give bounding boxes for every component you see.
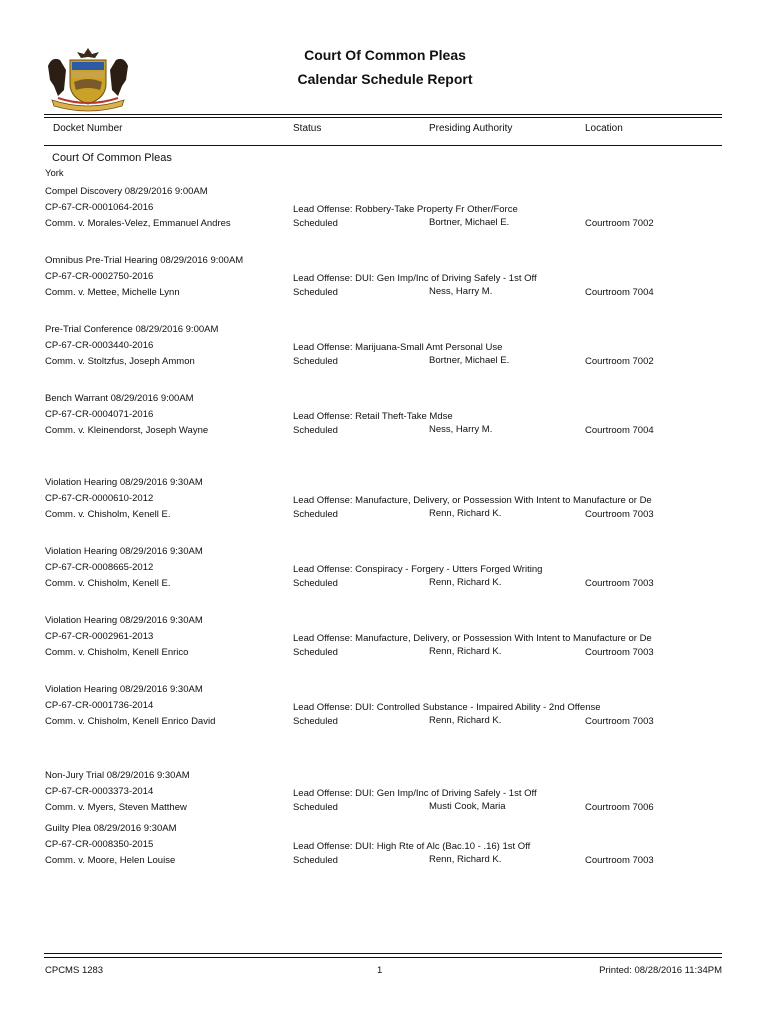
entry-lead-offense: Lead Offense: DUI: High Rte of Alc (Bac.10 - .16) 1st Off [293, 841, 531, 852]
entry-docket-number: CP-67-CR-0008350-2015 [45, 839, 154, 850]
entry-status: Scheduled [293, 855, 338, 866]
entry-presiding-authority: Ness, Harry M. [429, 424, 493, 435]
entry-docket-number: CP-67-CR-0003440-2016 [45, 340, 154, 351]
entry-docket-number: CP-67-CR-0008665-2012 [45, 562, 154, 573]
entry-docket-number: CP-67-CR-0004071-2016 [45, 409, 154, 420]
entry-location: Courtroom 7002 [585, 218, 654, 229]
entry-location: Courtroom 7004 [585, 287, 654, 298]
entry-docket-number: CP-67-CR-0001064-2016 [45, 202, 154, 213]
entry-docket-number: CP-67-CR-0002961-2013 [45, 631, 154, 642]
column-header-location: Location [585, 123, 623, 134]
entry-docket-number: CP-67-CR-0001736-2014 [45, 700, 154, 711]
entry-status: Scheduled [293, 509, 338, 520]
entry-docket-number: CP-67-CR-0003373-2014 [45, 786, 154, 797]
entry-event: Violation Hearing 08/29/2016 9:30AM [45, 477, 203, 488]
header-rule-top [44, 114, 722, 115]
entry-location: Courtroom 7004 [585, 425, 654, 436]
entry-event: Violation Hearing 08/29/2016 9:30AM [45, 684, 203, 695]
entry-parties: Comm. v. Mettee, Michelle Lynn [45, 287, 180, 298]
entry-event: Omnibus Pre-Trial Hearing 08/29/2016 9:00AM [45, 255, 244, 266]
entry-docket-number: CP-67-CR-0002750-2016 [45, 271, 154, 282]
entry-status: Scheduled [293, 287, 338, 298]
entry-event: Guilty Plea 08/29/2016 9:30AM [45, 823, 177, 834]
entry-location: Courtroom 7003 [585, 509, 654, 520]
footer-page-number: 1 [377, 965, 383, 976]
entry-lead-offense: Lead Offense: Manufacture, Delivery, or Possession With Intent to Manufacture or De [293, 633, 652, 644]
entry-lead-offense: Lead Offense: DUI: Gen Imp/Inc of Driving Safely - 1st Off [293, 273, 537, 284]
entry-event: Pre-Trial Conference 08/29/2016 9:00AM [45, 324, 219, 335]
entry-parties: Comm. v. Kleinendorst, Joseph Wayne [45, 425, 209, 436]
entry-event: Violation Hearing 08/29/2016 9:30AM [45, 615, 203, 626]
entry-status: Scheduled [293, 425, 338, 436]
entry-parties: Comm. v. Morales-Velez, Emmanuel Andres [45, 218, 231, 229]
entry-status: Scheduled [293, 647, 338, 658]
entry-lead-offense: Lead Offense: Conspiracy - Forgery - Utters Forged Writing [293, 564, 543, 575]
column-header-status: Status [293, 123, 322, 134]
entry-presiding-authority: Renn, Richard K. [429, 715, 502, 726]
section-court: Court Of Common Pleas [52, 152, 172, 164]
column-header-docket: Docket Number [53, 123, 123, 134]
entry-parties: Comm. v. Chisholm, Kenell E. [45, 578, 171, 589]
entry-parties: Comm. v. Moore, Helen Louise [45, 855, 176, 866]
entry-location: Courtroom 7003 [585, 578, 654, 589]
footer-rule-2 [44, 957, 722, 958]
entry-presiding-authority: Renn, Richard K. [429, 508, 502, 519]
entry-parties: Comm. v. Myers, Steven Matthew [45, 802, 187, 813]
footer-form-id: CPCMS 1283 [45, 965, 104, 976]
entry-lead-offense: Lead Offense: DUI: Controlled Substance - Impaired Ability - 2nd Offense [293, 702, 601, 713]
entry-lead-offense: Lead Offense: Manufacture, Delivery, or Possession With Intent to Manufacture or De [293, 495, 652, 506]
entry-location: Courtroom 7006 [585, 802, 654, 813]
entry-parties: Comm. v. Chisholm, Kenell Enrico David [45, 716, 216, 727]
entry-location: Courtroom 7003 [585, 716, 654, 727]
column-header-authority: Presiding Authority [429, 123, 513, 134]
entry-event: Non-Jury Trial 08/29/2016 9:30AM [45, 770, 190, 781]
entry-presiding-authority: Bortner, Michael E. [429, 217, 510, 228]
entry-lead-offense: Lead Offense: DUI: Gen Imp/Inc of Driving Safely - 1st Off [293, 788, 537, 799]
entry-status: Scheduled [293, 356, 338, 367]
entry-docket-number: CP-67-CR-0000610-2012 [45, 493, 154, 504]
footer-printed-date: Printed: 08/28/2016 11:34PM [599, 965, 722, 976]
entry-presiding-authority: Renn, Richard K. [429, 646, 502, 657]
entry-presiding-authority: Ness, Harry M. [429, 286, 493, 297]
entry-presiding-authority: Renn, Richard K. [429, 854, 502, 865]
entry-status: Scheduled [293, 716, 338, 727]
header-rule-top-2 [44, 117, 722, 118]
footer-rule-1 [44, 953, 722, 954]
entry-status: Scheduled [293, 802, 338, 813]
entry-lead-offense: Lead Offense: Robbery-Take Property Fr Other/Force [293, 204, 518, 215]
entry-presiding-authority: Bortner, Michael E. [429, 355, 510, 366]
entry-event: Compel Discovery 08/29/2016 9:00AM [45, 186, 208, 197]
entry-presiding-authority: Musti Cook, Maria [429, 801, 506, 812]
entry-parties: Comm. v. Chisholm, Kenell Enrico [45, 647, 189, 658]
entry-presiding-authority: Renn, Richard K. [429, 577, 502, 588]
column-header-rule [44, 145, 722, 146]
entry-status: Scheduled [293, 218, 338, 229]
entry-status: Scheduled [293, 578, 338, 589]
entry-parties: Comm. v. Chisholm, Kenell E. [45, 509, 171, 520]
entry-event: Violation Hearing 08/29/2016 9:30AM [45, 546, 203, 557]
pennsylvania-coat-of-arms-icon [44, 46, 132, 112]
report-title: Calendar Schedule Report [297, 71, 473, 87]
entry-location: Courtroom 7003 [585, 855, 654, 866]
entry-location: Courtroom 7003 [585, 647, 654, 658]
entry-lead-offense: Lead Offense: Marijuana-Small Amt Personal Use [293, 342, 503, 353]
entry-location: Courtroom 7002 [585, 356, 654, 367]
report-court-title: Court Of Common Pleas [304, 47, 466, 63]
entry-event: Bench Warrant 08/29/2016 9:00AM [45, 393, 194, 404]
section-county: York [45, 168, 64, 179]
entry-lead-offense: Lead Offense: Retail Theft-Take Mdse [293, 411, 453, 422]
entry-parties: Comm. v. Stoltzfus, Joseph Ammon [45, 356, 195, 367]
